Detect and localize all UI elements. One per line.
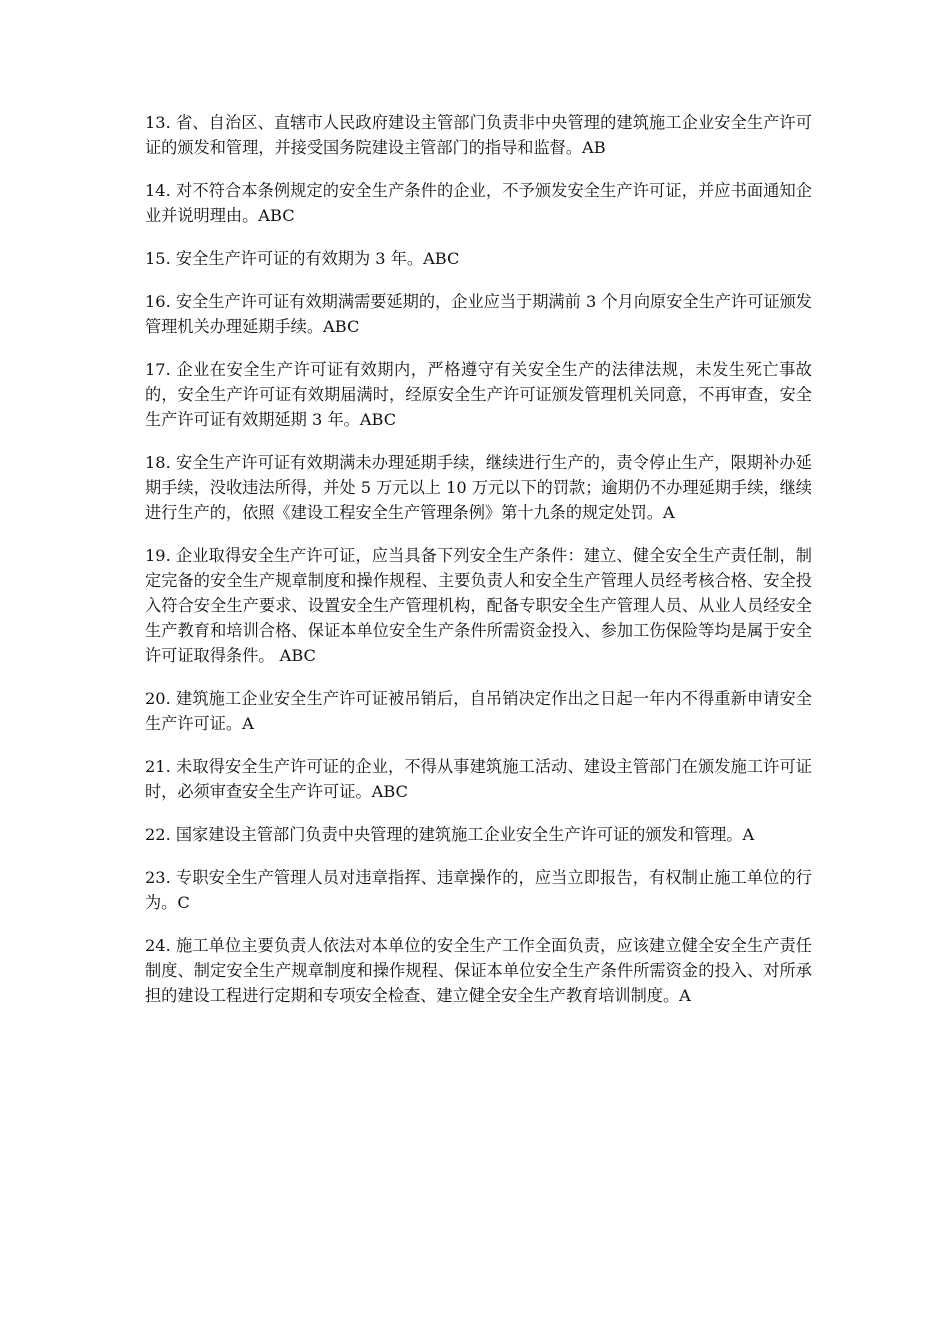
question-18: 18. 安全生产许可证有效期满未办理延期手续，继续进行生产的，责令停止生产，限期补办延期手续，没收违法所得，并处 5 万元以上 10 万元以下的罚款；逾期仍不办理延期手续，继续进行生产的，依照《建设工程安全生产管理条例》第十九条的规定处罚。A [145,453,812,522]
question-17: 17. 企业在安全生产许可证有效期内，严格遵守有关安全生产的法律法规，未发生死亡事故的，安全生产许可证有效期届满时，经原安全生产许可证颁发管理机关同意，不再审查，安全生产许可证有效期延期 3 年。ABC [145,360,812,429]
question-15: 15. 安全生产许可证的有效期为 3 年。ABC [145,249,460,268]
question-14: 14. 对不符合本条例规定的安全生产条件的企业，不予颁发安全生产许可证，并应书面通知企业并说明理由。ABC [145,181,812,225]
question-16: 16. 安全生产许可证有效期满需要延期的，企业应当于期满前 3 个月向原安全生产许可证颁发管理机关办理延期手续。ABC [145,292,812,336]
question-23: 23. 专职安全生产管理人员对违章指挥、违章操作的，应当立即报告，有权制止施工单位的行为。C [145,868,812,912]
question-20: 20. 建筑施工企业安全生产许可证被吊销后，自吊销决定作出之日起一年内不得重新申请安全生产许可证。A [145,689,812,733]
question-21: 21. 未取得安全生产许可证的企业，不得从事建筑施工活动、建设主管部门在颁发施工许可证时，必须审查安全生产许可证。ABC [145,757,812,801]
question-19: 19. 企业取得安全生产许可证，应当具备下列安全生产条件：建立、健全安全生产责任制，制定完备的安全生产规章制度和操作规程、主要负责人和安全生产管理人员经考核合格、安全投入符合安全生产要求、设置安全生产管理机构，配备专职安全生产管理人员、从业人员经安全生产教育和培训合格、保证本单位安全生产条件所需资金投入、参加工伤保险等均是属于安全许可证取得条件。 ABC [145,546,812,665]
question-22: 22. 国家建设主管部门负责中央管理的建筑施工企业安全生产许可证的颁发和管理。A [145,825,755,844]
question-13: 13. 省、自治区、直辖市人民政府建设主管部门负责非中央管理的建筑施工企业安全生产许可证的颁发和管理，并接受国务院建设主管部门的指导和监督。AB [145,113,812,157]
question-24: 24. 施工单位主要负责人依法对本单位的安全生产工作全面负责，应该建立健全安全生产责任制度、制定安全生产规章制度和操作规程、保证本单位安全生产条件所需资金的投入、对所承担的建设工程进行定期和专项安全检查、建立健全安全生产教育培训制度。A [145,936,812,1005]
